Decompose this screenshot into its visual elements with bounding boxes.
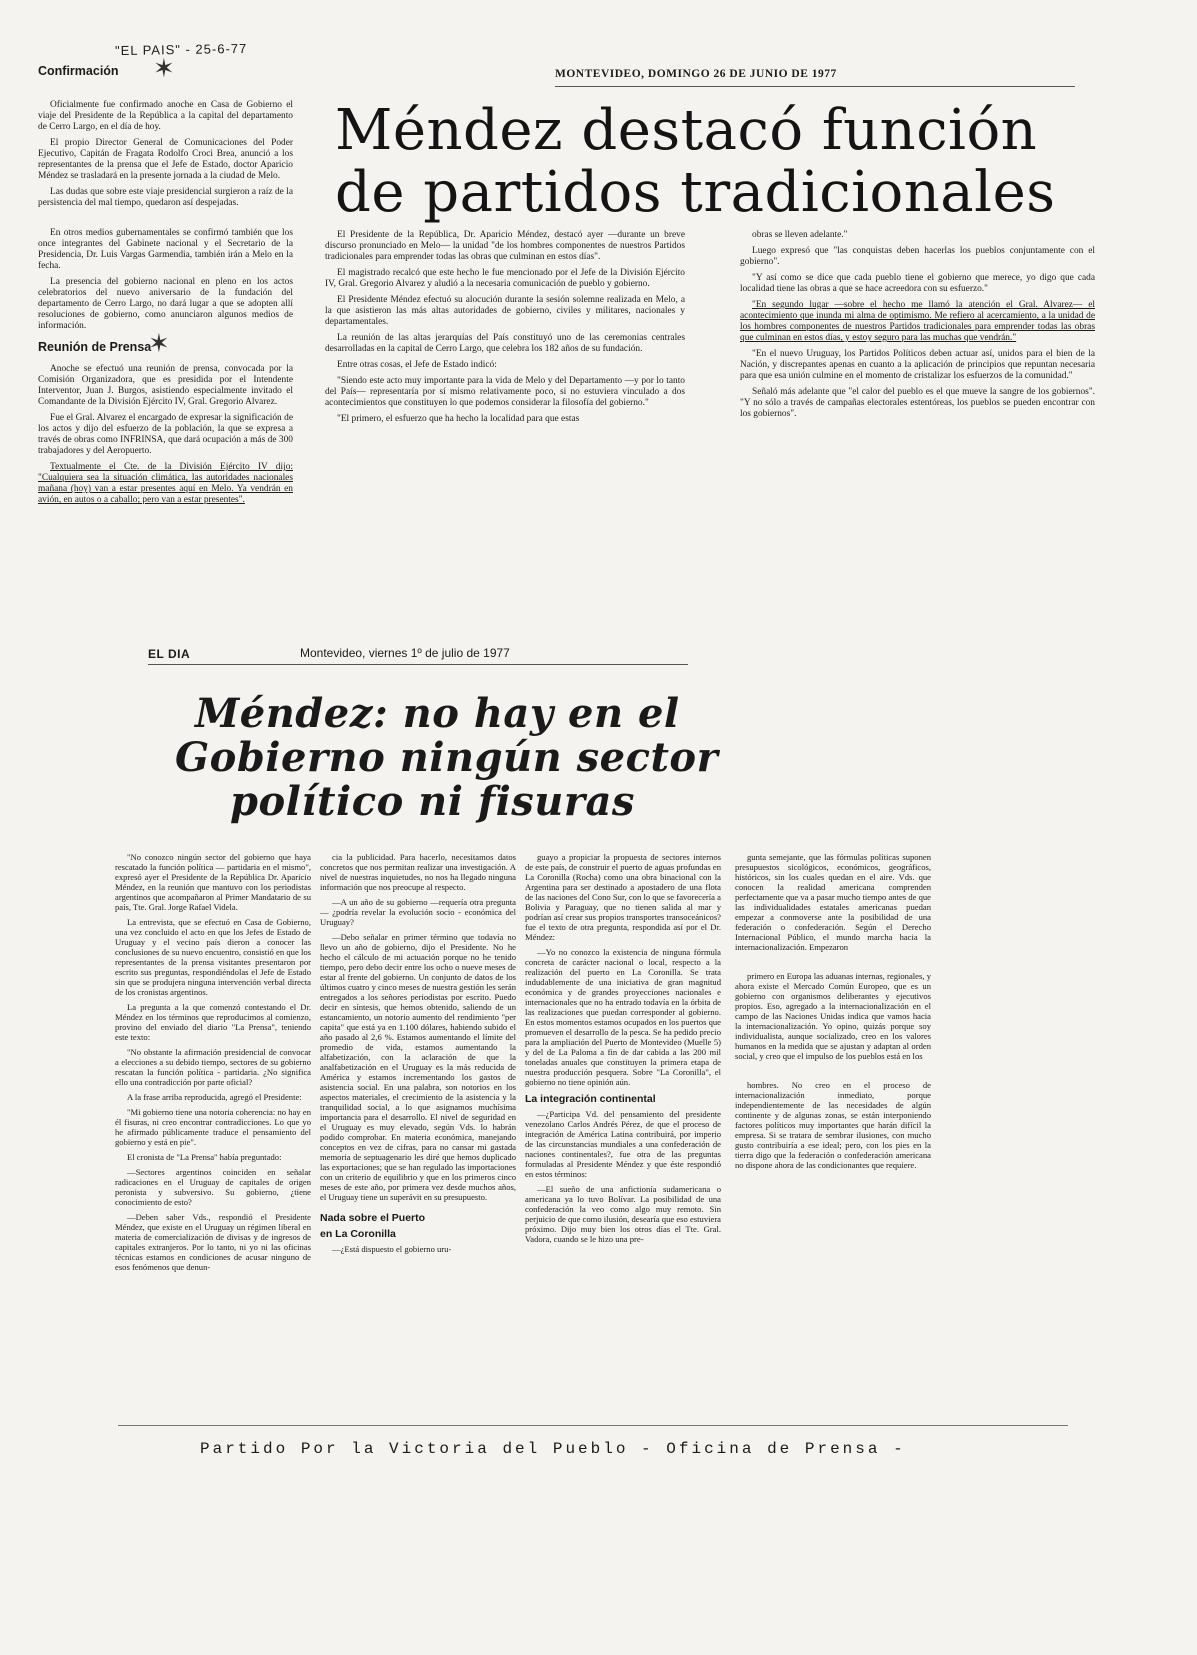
clip3-paragraph: —¿Está dispuesto el gobierno uru-	[332, 1244, 452, 1254]
clip3-column-4	[735, 852, 931, 1170]
star-mark-icon: ✶	[148, 329, 170, 359]
clip1-paragraph: El propio Director General de Comunicaciones del Poder Ejecutivo, Capitán de Fragata Rodolfo Croci Brea, anunció a los representantes de la prensa que el Jefe de Estado, doctor Aparicio Méndez se trasladará en la presente jornada a la ciudad de Melo.	[38, 138, 293, 181]
clip2-paragraph: "Siendo este acto muy importante para la vida de Melo y del Departamento —y por lo tanto del País— representaría por sí mismo relativamente poco, si no estuviera vinculado a dos acontecimientos que constituyen lo que podemos considerar la filosofía del gobierno."	[325, 376, 685, 408]
clip3-paragraph: —A un año de su gobierno —requería otra pregunta— ¿podría revelar la evolución socio - económica del Uruguay?	[320, 897, 516, 927]
clip3-subheading-integration: La integración continental	[525, 1093, 656, 1105]
clip1-paragraph: En otros medios gubernamentales se confirmó también que los once integrantes del Gabinete nacional y el Secretario de la Presidencia, Dr. Luis Vargas Garmendia, también irán a Melo en la fecha.	[38, 228, 293, 271]
clip1-paragraph: Oficialmente fue confirmado anoche en Casa de Gobierno el viaje del Presidente de la República a la capital del departamento de Cerro Largo, en el día de hoy.	[38, 100, 293, 132]
clip2-paragraph: obras se lleven adelante."	[752, 230, 848, 240]
clip2-paragraph: "El primero, el esfuerzo que ha hecho la localidad para que estas	[337, 414, 580, 424]
clip3-paragraph: —Sectores argentinos coinciden en señalar radicaciones en el Uruguay de capitales de origen peronista y subversivo. Su gobierno, ¿tiene conocimiento de esto?	[115, 1167, 311, 1207]
clip3-paragraph: —Yo no conozco la existencia de ninguna fórmula concreta de carácter nacional o local, respecto a la realización del puerto en La Coronilla. Se trata indudablemente de una iniciativa de gran magnitud económica y de grandes proyecciones nacionales e internacionales que no ha entrado todavía en la órbita de las realizaciones que puedan corresponder al gobierno. En estos momentos estamos ocupados en los puertos que promueven el desarrollo de la pesca. Se ha pedido precio para la ampliación del Puerto de Montevideo (Muelle 5) y del de La Paloma a fin de dar cabida a las 200 mil toneladas anuales que constituyen la primera etapa de nuestra producción pesquera. Sobre "La Coronilla", el gobierno no tiene opinión aún.	[525, 947, 721, 1087]
clip3-paper-name: EL DIA	[148, 647, 191, 661]
clip2-paragraph: "En el nuevo Uruguay, los Partidos Políticos deben actuar así, unidos para el bien de la Nación, y discrepantes apenas en cuanto a la aplicación de principios que repuntan necesaria para que esa unión culmine en el momento de cristalizar los esfuerzos de la comunidad."	[740, 349, 1095, 381]
clip2-paragraph: Luego expresó que "las conquistas deben hacerlas los pueblos conjuntamente con el gobierno".	[740, 246, 1095, 267]
footer-office-label: Partido Por la Victoria del Pueblo - Oficina de Prensa -	[200, 1440, 906, 1458]
star-mark-icon: ✶	[153, 54, 175, 84]
clip2-paragraph: Entre otras cosas, el Jefe de Estado indicó:	[337, 360, 497, 370]
clip3-paragraph: —¿Participa Vd. del pensamiento del presidente venezolano Carlos Andrés Pérez, de que el proceso de integración de América Latina contribuirá, por imperio de las circunstancias mundiales a una confederación de naciones continentales?, fue otra de las preguntas formuladas al Presidente Méndez y que éste respondió en estos términos:	[525, 1109, 721, 1179]
clip-el-pais	[38, 54, 293, 506]
clip2-dateline: MONTEVIDEO, DOMINGO 26 DE JUNIO DE 1977	[555, 68, 837, 80]
clip1-paragraph: Las dudas que sobre este viaje presidencial surgieron a raíz de la persistencia del mal tiempo, quedaron así despejadas.	[38, 187, 293, 208]
clip3-paragraph: gunta semejante, que las fórmulas políticas suponen presupuestos sicológicos, económicos, geográficos, históricos, sin los cuales quedan en el aire. Vds. que conocen la realidad americana comprenden perfectamente que va a pasar mucho tiempo antes de que las individualidades estatales americanas puedan empezar a conmoverse ante la posibilidad de una federación o confederación. Según el Derecho Internacional Público, el mundo marcha hacia la internacionalización. Empezaron	[735, 852, 931, 952]
clip2-headline	[335, 100, 1095, 224]
clip3-column-1	[115, 852, 311, 1272]
clip3-headline-line1: Méndez: no hay en el	[195, 690, 680, 737]
clip3-headline	[175, 692, 775, 824]
clip3-subheading-port-a: Nada sobre el Puerto	[320, 1212, 426, 1224]
clip1-paragraph: Textualmente el Cte. de la División Ejército IV dijo: "Cualquiera sea la situación climática, las autoridades nacionales mañana (hoy) van a estar presentes aquí en Melo. Ya vendrán en avión, en autos o a caballo; pero van a estar presentes".	[38, 462, 293, 505]
clip3-paragraph: —El sueño de una anfictionía sudamericana o americana ya lo tuvo Bolívar. La posibilidad de una confederación la veo como algo muy remoto. Sin perjuicio de que como ilusión, desearía que eso estuviera próximo. Dijo muy bien los otros días el Tte. Gral. Vadora, cuando se le hizo una pre-	[525, 1184, 721, 1244]
clip2-paragraph: La reunión de las altas jerarquías del País constituyó uno de las ceremonias centrales desarrolladas en la capital de Cerro Largo, que celebra los 182 años de su fundación.	[325, 333, 685, 354]
clip2-headline-line1: Méndez destacó función	[335, 98, 1038, 163]
clip3-paragraph: guayo a propiciar la propuesta de sectores internos de este país, de construir el puerto de aguas profundas en La Coronilla (Rocha) como una obra binacional con la Argentina para ser destinado a apostadero de una flota de las naciones del Cono Sur, con lo que se favorecería a Bolivia y Paraguay, que no tienen salida al mar y podrían así crear sus propios transportes transoceánicos? fue el texto de otra pregunta, respondida así por el Dr. Méndez:	[525, 852, 721, 942]
clip1-subheading: Reunión de Prensa	[38, 340, 152, 354]
clip3-paragraph: primero en Europa las aduanas internas, regionales, y ahora existe el Mercado Común Europeo, que es un gobierno con organismos deliberantes y ejecutivos propios. Eso, agregado a la internacionalización en el campo de las Naciones Unidas indica que vamos hacia la internacionalización. Yo opino, quizás porque soy individualista, aunque socializado, creo en los valores humanos en la medida que se ajustan y adaptan al orden social, y creo que el impulso de los pueblos está en los	[735, 971, 931, 1061]
clip3-paragraph: La entrevista, que se efectuó en Casa de Gobierno, una vez concluido el acto en que los Jefes de Estado de Uruguay y el vecino país dieron a conocer las conclusiones de su nuevo encuentro, consistió en que los representantes de la prensa visitantes presentaron por escrito sus preguntas, respondiéndolas el Jefe de Estado sin que se produjera ninguna intervención verbal directa de los cronistas argentinos.	[115, 917, 311, 997]
clip3-column-2	[320, 852, 516, 1254]
clip1-body-2	[38, 364, 293, 506]
clip1-paragraph: La presencia del gobierno nacional en pleno en los actos celebratorios del nuevo aniversario de la fundación del departamento de Cerro Largo, no dará lugar a que se adopten allí resoluciones de gobierno, como anunciaron algunos medios de información.	[38, 277, 293, 331]
clip3-paragraph: La pregunta a la que comenzó contestando el Dr. Méndez en los términos que reproducimos al comienzo, provino del enviado del diario "La Prensa", teniendo este texto:	[115, 1002, 311, 1042]
clip1-paragraph: Anoche se efectuó una reunión de prensa, convocada por la Comisión Organizadora, que es presidida por el Intendente Interventor, Juan J. Burgos, asistiendo especialmente invitado el Comandante de la División Ejército IV, Gral. Gregorio Alvarez.	[38, 364, 293, 407]
clip3-headline-line3: político ni fisuras	[230, 778, 635, 825]
clip1-paragraph: Fue el Gral. Alvarez el encargado de expresar la significación de los actos y dijo del esfuerzo de la población, la que se expresa a través de obras como INFRINSA, que dará ocupación a más de 300 trabajadores y del Aeropuerto.	[38, 413, 293, 456]
clip3-paragraph: "No conozco ningún sector del gobierno que haya rescatado la función política — partidaria en el mismo", expresó ayer el Presidente de la República Dr. Aparicio Méndez, en la reunión que mantuvo con los periodistas argentinos que acompañaron al Primer Mandatario de su país, Tte. Gral. Jorge Rafael Videla.	[115, 852, 311, 912]
clip2-column-1	[325, 230, 685, 425]
clip3-paragraph: —Deben saber Vds., respondió el Presidente Méndez, que existe en el Uruguay un régimen liberal en materia de comercialización de divisas y de ingresos de capitales extranjeros. Por lo tanto, ni yo ni las oficinas técnicas estamos en condiciones de acusar ninguno de esos fenómenos que denun-	[115, 1212, 311, 1272]
clip3-paragraph: "No obstante la afirmación presidencial de convocar a elecciones a su debido tiempo, sectores de su gobierno rescatan la función política - partidaria. ¿No significa ello una contradicción por parte oficial?	[115, 1047, 311, 1087]
clip2-paragraph: "Y así como se dice que cada pueblo tiene el gobierno que merece, yo digo que cada localidad tiene las obras a que se hace acreedora con su esfuerzo."	[740, 273, 1095, 294]
clip2-headline-line2: de partidos tradicionales	[335, 160, 1056, 225]
clip3-paragraph: El cronista de "La Prensa" había preguntado:	[127, 1152, 282, 1162]
clip3-paragraph: cia la publicidad. Para hacerlo, necesitamos datos concretos que nos permitan realizar una investigación. A nivel de nuestras inquietudes, no nos ha llegado ninguna información que nos preocupe al respecto.	[320, 852, 516, 892]
clip2-paragraph: El Presidente Méndez efectuó su alocución durante la sesión solemne realizada en Melo, a la que asistieron las más altas autoridades de gobierno, civiles y militares, nacionales y departamentales.	[325, 295, 685, 327]
clip1-body	[38, 100, 293, 332]
clip3-column-3	[525, 852, 721, 1244]
clip3-paragraph: A la frase arriba reproducida, agregó el Presidente:	[127, 1092, 302, 1102]
clip3-headline-line2: Gobierno ningún sector	[175, 734, 719, 781]
clip3-paragraph: hombres. No creo en el proceso de internacionalización inmediato, porque independientemente de las necesidades de algún continente y de algunas zonas, se están interponiendo factores políticos muy importantes que harán difícil la empresa. Si se tratara de sembrar ilusiones, con mucho gusto contribuiría a ese ideal; pero, con los pies en la tierra digo que la federación o confederación americana no dispone ahora de las condicionantes que requiere.	[735, 1080, 931, 1170]
handwritten-date-note: "EL PAIS" - 25-6-77	[114, 40, 248, 59]
clip3-subheading-port-b: en La Coronilla	[320, 1228, 396, 1240]
clip3-paragraph: "Mi gobierno tiene una notoria coherencia: no hay en él fisuras, ni creo encontrar contradicciones. Lo que yo he afirmado públicamente traduce el pensamiento del gobierno y está en pie".	[115, 1107, 311, 1147]
clip2-column-2	[740, 230, 1095, 420]
clip2-paragraph: El magistrado recalcó que este hecho le fue mencionado por el Jefe de la División Ejército IV, Gral. Gregorio Alvarez y aludió a la necesaria comunicación de pueblo y gobierno.	[325, 268, 685, 289]
clip1-heading: Confirmación	[38, 64, 119, 78]
clip3-dateline: Montevideo, viernes 1º de julio de 1977	[300, 646, 510, 660]
clip2-paragraph: Señaló más adelante que "el calor del pueblo es el que mueve la sangre de los gobiernos". "Y no sólo a través de campañas electorales estentóreas, los pueblos se pueden encontrar con los gobiernos".	[740, 387, 1095, 419]
clip3-paragraph: —Debo señalar en primer término que todavía no llevo un año de gobierno, dijo el Presidente. No he hecho el cálculo de mi actuación porque no he tenido tiempo, pero debo decir entre los ocho o nueve meses de estar al frente del gobierno. Un conjunto de datos de los últimos cuatro y cinco meses de nuestra gestión les serán entregados a los señores periodistas por escrito. Puedo decir en síntesis, que hemos obtenido, saliendo de un estancamiento, un notorio aumento del rendimiento "per capita" que está ya en 1.100 dólares, habiendo subido el año pasado al 2,6 %. Estamos aumentando el límite del promedio de vida, estamos aumentando la alfabetización, con la aclaración de que la analfabetización en el Uruguay es la más reducida de América y estamos incrementando los gastos de asistencia social. En una palabra, son notorios en los aspectos materiales, el crecimiento de la asistencia y la tranquilidad social, a lo que asignamos muchísima importancia para el desarrollo. El nivel de seguridad en el Uruguay es muy elevado, según Vds. lo habrán podido comprobar. En materia económica, manejando conceptos en vez de cifras, para no cansar mi gastada memoria de septuagenario les diré que hemos duplicado las exportaciones; que se han regulado las importaciones con un criterio de equilibrio y que en los primeros cinco meses de este año, por primera vez desde muchos años, el Uruguay tiene un superávit en su presupuesto.	[320, 932, 516, 1202]
clip2-paragraph: "En segundo lugar —sobre el hecho me llamó la atención el Gral. Alvarez— el acontecimiento que inunda mi alma de optimismo. Me refiero al acercamiento, a la unidad de los hombres componentes de nuestros Partidos tradicionales para emprender todas las obras que culminan en estos días, y estoy seguro para las muchas que vendrán."	[740, 300, 1095, 343]
clip2-paragraph: El Presidente de la República, Dr. Aparicio Méndez, destacó ayer —durante un breve discurso pronunciado en Melo— la unidad "de los hombres componentes de nuestros Partidos tradicionales para emprender todas las obras que culminan en estos días".	[325, 230, 685, 262]
